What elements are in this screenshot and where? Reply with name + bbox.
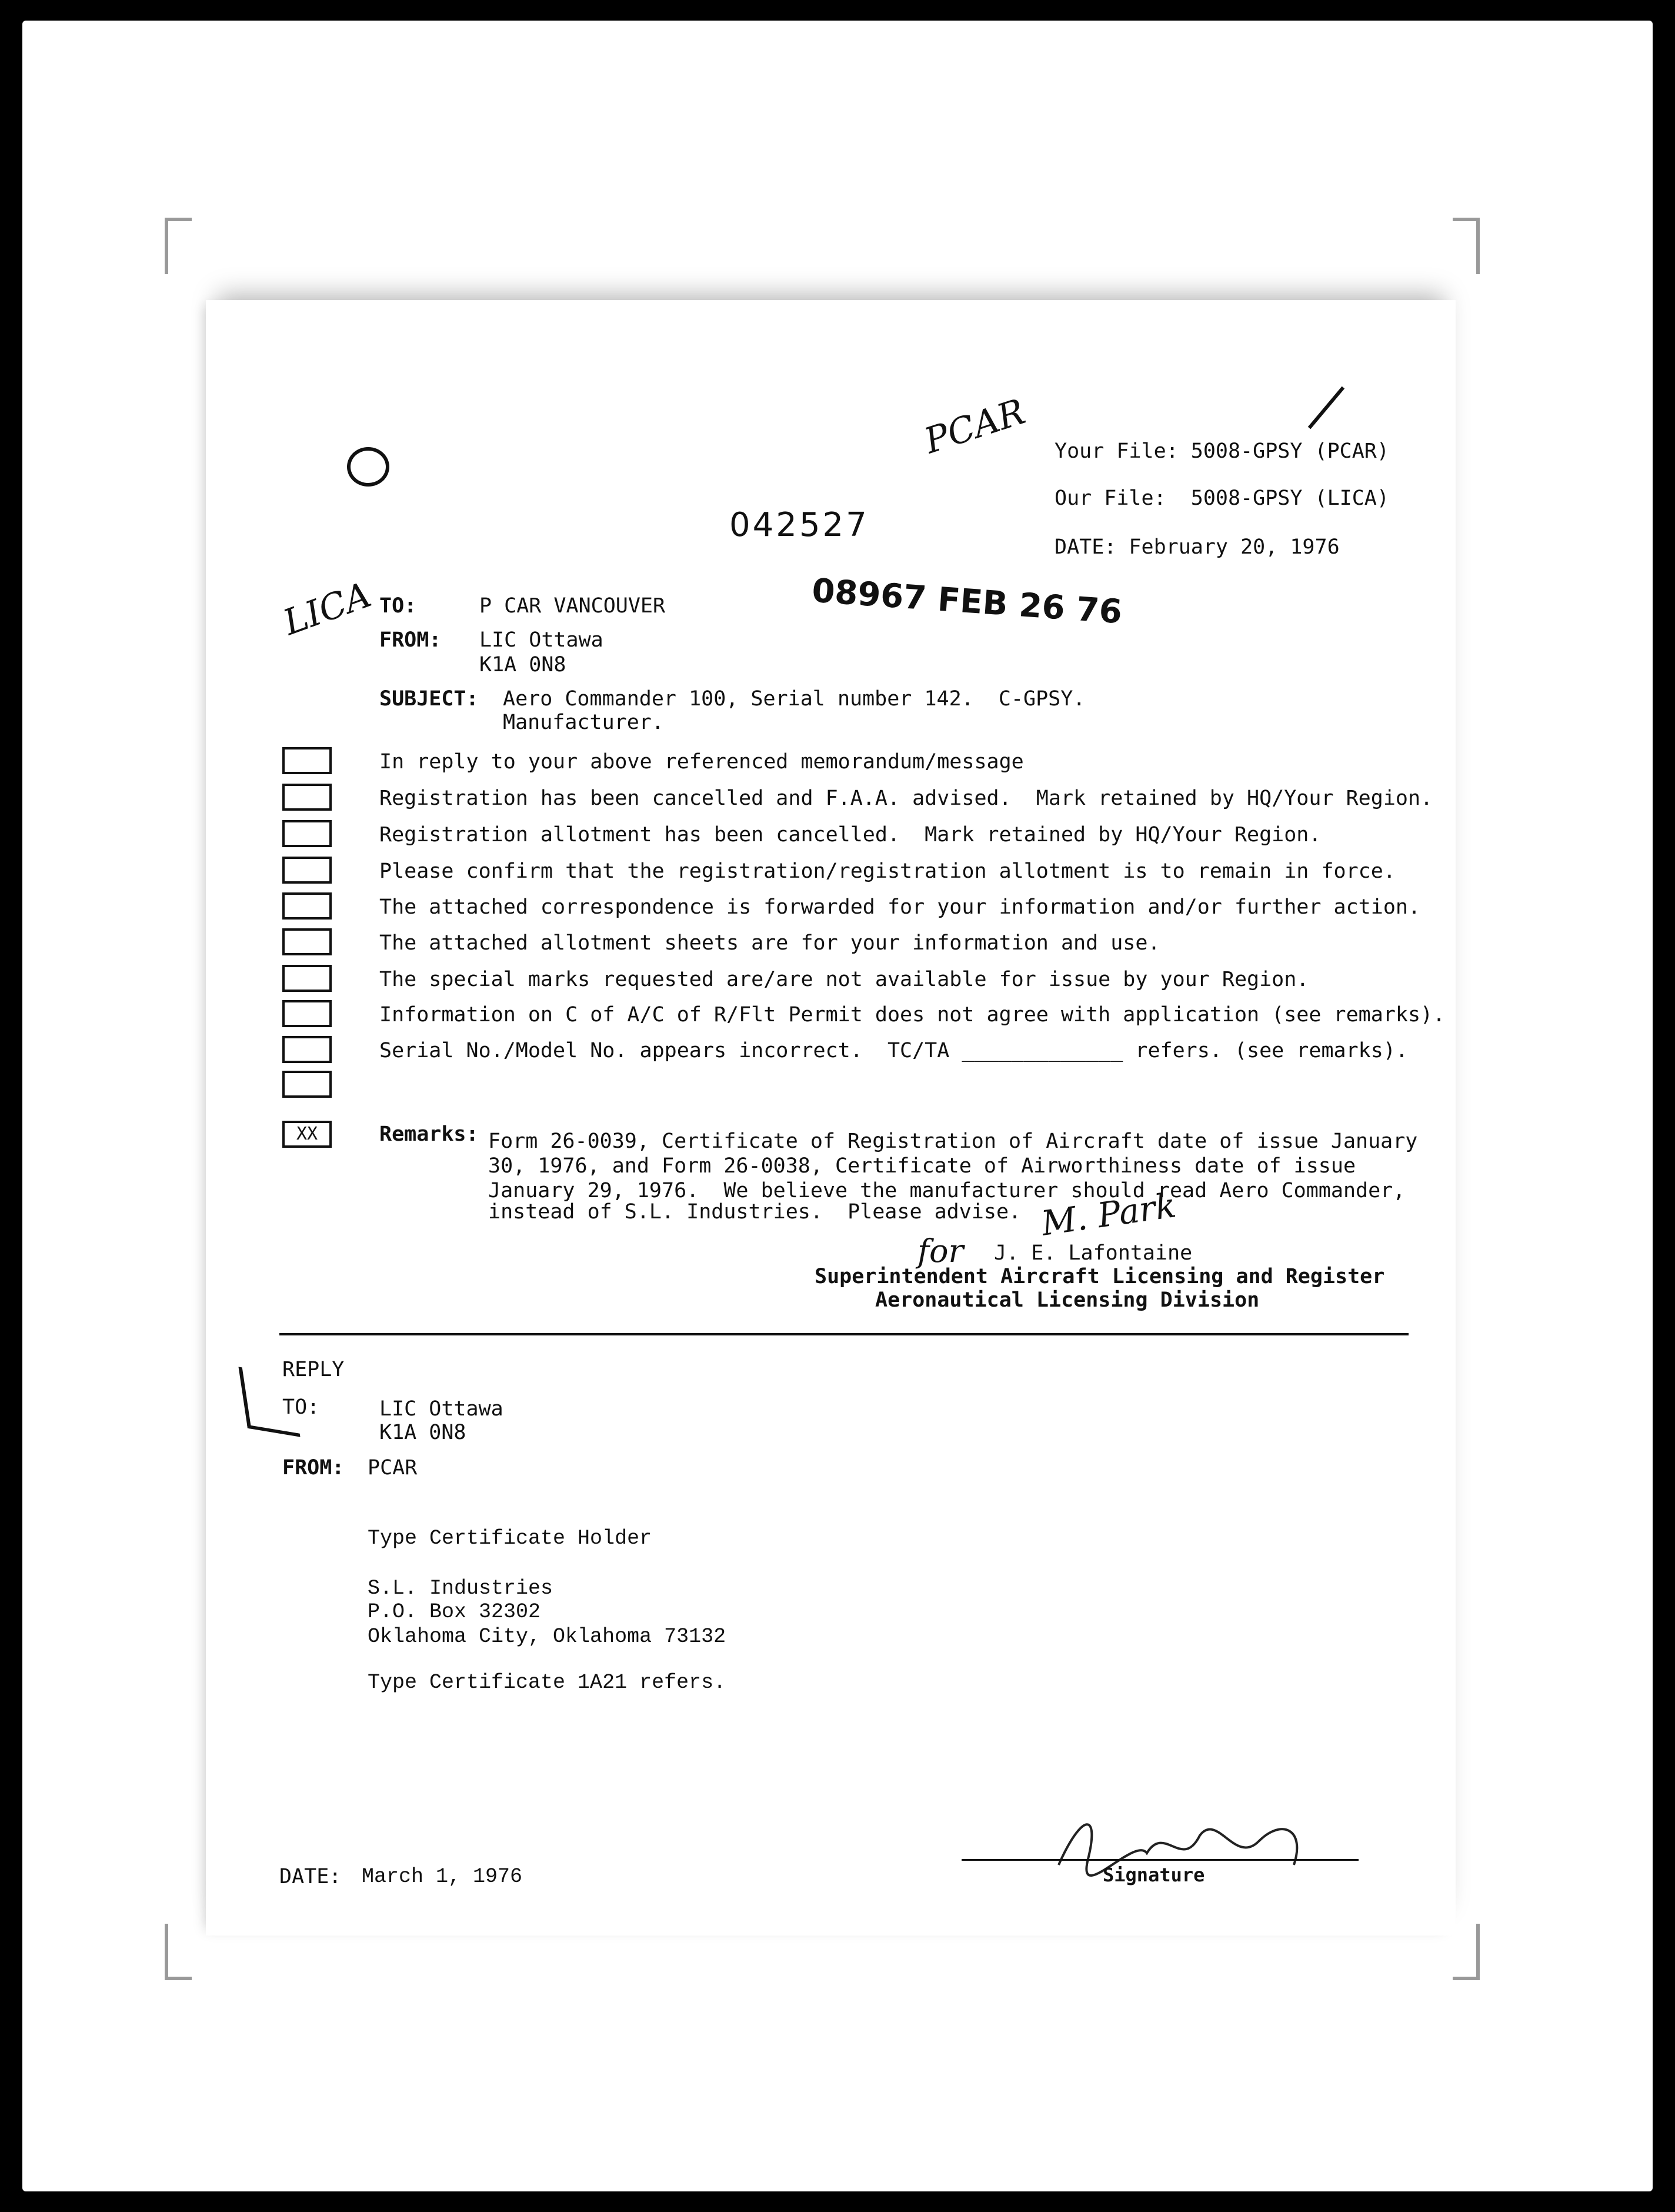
reply-date-value: March 1, 1976 [362, 1865, 523, 1888]
checkbox-information-mismatch[interactable] [282, 1000, 332, 1027]
from-line-2: K1A 0N8 [479, 653, 566, 677]
checklist-item: The attached allotment sheets are for your information and use. [379, 931, 1160, 955]
punch-hole [347, 447, 389, 487]
reply-body-line-1: Type Certificate Holder [368, 1527, 652, 1550]
checkbox-reply[interactable] [282, 747, 332, 774]
reply-address-1: S.L. Industries [368, 1577, 553, 1600]
checklist-item: Serial No./Model No. appears incorrect. TC/TA _____________ refers. (see remarks). [379, 1039, 1408, 1062]
checkbox-registration-cancelled[interactable] [282, 784, 332, 811]
checklist-item: Registration has been cancelled and F.A.A. advised. Mark retained by HQ/Your Region. [379, 787, 1433, 810]
reply-to-label: TO: [282, 1395, 320, 1419]
reply-date-label: DATE: [279, 1865, 342, 1888]
reply-from-value: PCAR [368, 1456, 418, 1480]
to-value: P CAR VANCOUVER [479, 594, 666, 618]
remarks-line-3: January 29, 1976. We believe the manufacturer should read Aero Commander, [488, 1179, 1406, 1202]
frame-corner-bl [165, 1924, 192, 1980]
checkbox-correspondence-forwarded[interactable] [282, 892, 332, 920]
reply-from-label: FROM: [282, 1456, 345, 1480]
signature-label: Signature [1103, 1864, 1205, 1886]
frame-corner-tr [1453, 218, 1480, 274]
reply-heading: REPLY [282, 1358, 345, 1381]
remarks-line-2: 30, 1976, and Form 26-0038, Certificate of Airworthiness date of issue [488, 1154, 1356, 1178]
subject-line-1: Aero Commander 100, Serial number 142. C-GPSY. [503, 687, 1086, 711]
checkbox-blank[interactable] [282, 1071, 332, 1098]
handwritten-initials: M. Park [1039, 1185, 1179, 1244]
our-file: Our File: 5008-GPSY (LICA) [1055, 487, 1389, 510]
checkbox-allotment-cancelled[interactable] [282, 820, 332, 847]
checkbox-confirm-in-force[interactable] [282, 857, 332, 884]
signatory-name: J. E. Lafontaine [994, 1241, 1193, 1265]
checkbox-serial-incorrect[interactable] [282, 1036, 332, 1063]
from-line-1: LIC Ottawa [479, 628, 603, 652]
checklist-item: Information on C of A/C of R/Flt Permit does not agree with application (see remarks). [379, 1003, 1446, 1027]
checkbox-remarks[interactable]: XX [282, 1121, 332, 1148]
signature-line [962, 1859, 1359, 1861]
handwritten-lica: LICA [278, 574, 377, 644]
reply-to-line-2: K1A 0N8 [379, 1421, 466, 1444]
section-divider [279, 1333, 1409, 1335]
remarks-label: Remarks: [379, 1122, 479, 1146]
checklist-item: Please confirm that the registration/registration allotment is to remain in force. [379, 860, 1396, 883]
remarks-line-1: Form 26-0039, Certificate of Registration of Aircraft date of issue January [488, 1130, 1418, 1153]
checklist-item: The special marks requested are/are not available for issue by your Region. [379, 968, 1309, 991]
remarks-line-4: instead of S.L. Industries. Please advise. [488, 1200, 1022, 1224]
signatory-title-2: Aeronautical Licensing Division [875, 1288, 1260, 1312]
memo-date: DATE: February 20, 1976 [1055, 535, 1340, 559]
for-mark: for [917, 1232, 964, 1270]
frame-corner-tl [165, 218, 192, 274]
checklist-item: The attached correspondence is forwarded for your information and/or further action. [379, 895, 1421, 919]
from-label: FROM: [379, 628, 442, 652]
reply-body-line-2: Type Certificate 1A21 refers. [368, 1671, 726, 1694]
frame-corner-br [1453, 1924, 1480, 1980]
checklist-item: Registration allotment has been cancelled. Mark retained by HQ/Your Region. [379, 823, 1322, 847]
subject-label: SUBJECT: [379, 687, 479, 711]
checklist-item: In reply to your above referenced memorandum/message [379, 750, 1024, 774]
checkbox-special-marks[interactable] [282, 965, 332, 992]
signatory-title-1: Superintendent Aircraft Licensing and Register [815, 1265, 1385, 1288]
received-date-stamp: 08967 FEB 26 76 [810, 571, 1123, 632]
subject-line-2: Manufacturer. [503, 711, 664, 734]
checkbox-allotment-sheets[interactable] [282, 928, 332, 955]
to-label: TO: [379, 594, 417, 618]
file-number-stamp: 042527 [729, 506, 869, 544]
reply-to-line-1: LIC Ottawa [379, 1397, 503, 1421]
reply-address-3: Oklahoma City, Oklahoma 73132 [368, 1625, 726, 1648]
your-file: Your File: 5008-GPSY (PCAR) [1055, 439, 1389, 463]
reply-address-2: P.O. Box 32302 [368, 1600, 541, 1624]
handwritten-pcar: PCAR [919, 391, 1030, 462]
